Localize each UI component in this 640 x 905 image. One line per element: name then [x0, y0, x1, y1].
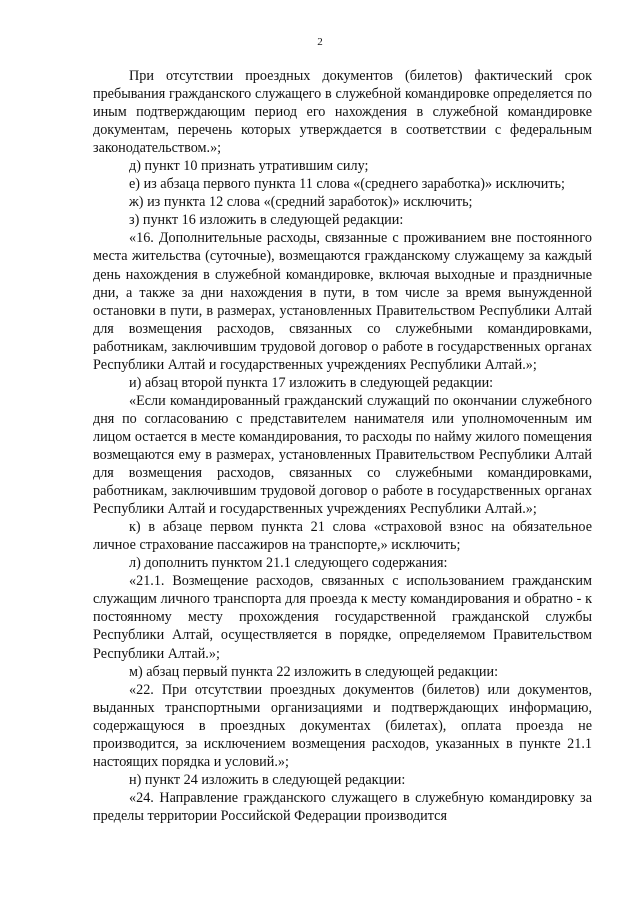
paragraph-15: «24. Направление гражданского служащего в служебную командировку за пределы территории Российской Федерации производится	[93, 789, 592, 824]
paragraph-3: е) из абзаца первого пункта 11 слова «(среднего заработка)» исключить;	[129, 176, 565, 193]
paragraph-9: к) в абзаце первом пункта 21 слова «страховой взнос на обязательное личное страхование пассажиров на транспорте,» исключить;	[93, 519, 592, 554]
paragraph-14: н) пункт 24 изложить в следующей редакции:	[129, 771, 406, 788]
document-body	[93, 67, 592, 825]
paragraph-5: з) пункт 16 изложить в следующей редакции:	[129, 212, 404, 229]
paragraph-6: «16. Дополнительные расходы, связанные с проживанием вне постоянного места жительства (суточные), возмещаются гражданскому служащему за каждый день нахождения в служебной командировке, включая выходные и праздничные дни, а также за дни нахождения в пути, в том числе за время вынужденной остановки в пути, в размерах, установленных Правительством Республики Алтай для возмещения расходов, связанных со служебными командировками, работникам, заключившим трудовой договор о работе в государственных органах Республики Алтай и государственных учреждениях Республики Алтай.»;	[93, 230, 592, 373]
paragraph-10: л) дополнить пунктом 21.1 следующего содержания:	[129, 555, 448, 572]
paragraph-13: «22. При отсутствии проездных документов (билетов) или документов, выданных транспортными организациями и подтверждающих информацию, содержащуюся в проездных документах (билетах), оплата проезда не производится, за исключением возмещения расходов, указанных в пункте 21.1 настоящих порядка и условий.»;	[93, 681, 592, 770]
paragraph-4: ж) из пункта 12 слова «(средний заработок)» исключить;	[129, 194, 473, 211]
paragraph-7: и) абзац второй пункта 17 изложить в следующей редакции:	[129, 374, 494, 391]
paragraph-12: м) абзац первый пункта 22 изложить в следующей редакции:	[129, 663, 499, 680]
paragraph-11: «21.1. Возмещение расходов, связанных с использованием гражданским служащим личного транспорта для проезда к месту командирования и обратно - к постоянному месту прохождения государственной гражданской службы Республики Алтай, осуществляется в порядке, определяемом Правительством Республики Алтай.»;	[93, 573, 592, 662]
paragraph-2: д) пункт 10 признать утратившим силу;	[129, 158, 369, 175]
page-number: 2	[317, 36, 323, 48]
paragraph-1: При отсутствии проездных документов (билетов) фактический срок пребывания гражданского служащего в служебной командировке определяется по иным подтверждающим период его нахождения в служебной командировке документам, перечень которых утверждается в соответствии с федеральным законодательством.»;	[93, 68, 592, 157]
paragraph-8: «Если командированный гражданский служащий по окончании служебного дня по согласованию с представителем нанимателя или уполномоченным им лицом остается в месте командирования, то расходы по найму жилого помещения возмещаются ему в размерах, установленных Правительством Республики Алтай для возмещения расходов, связанных со служебными командировками, работникам, заключившим трудовой договор о работе в государственных органах Республики Алтай и государственных учреждениях Республики Алтай.»;	[93, 392, 592, 518]
